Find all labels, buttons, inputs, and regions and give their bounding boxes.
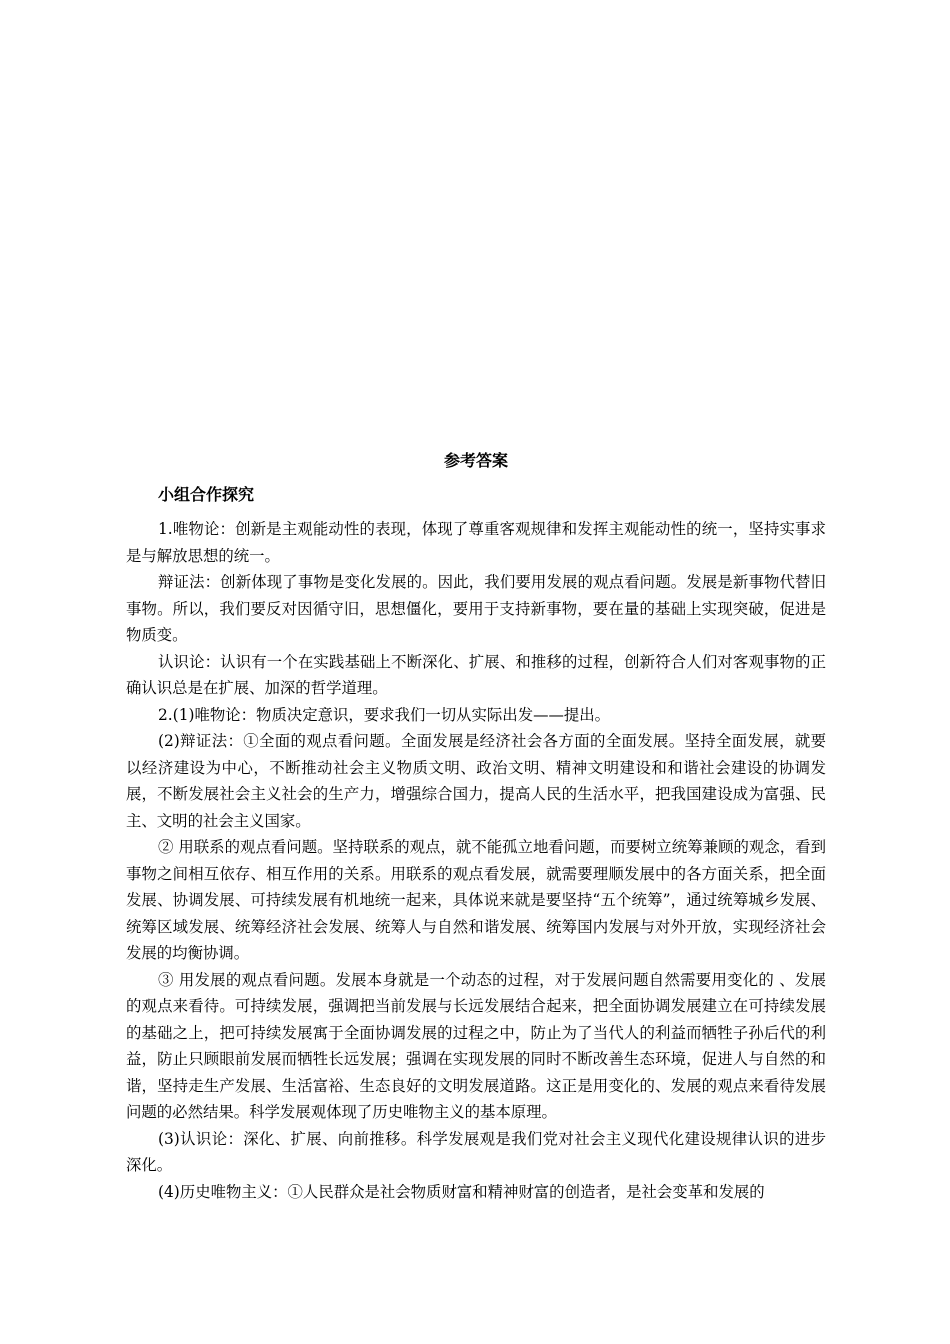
paragraph: 认识论：认识有一个在实践基础上不断深化、扩展、和推移的过程，创新符合人们对客观事物的正确认识总是在扩展、加深的哲学道理。 [126,652,826,697]
paragraph: ③ 用发展的观点看问题。发展本身就是一个动态的过程，对于发展问题自然需要用变化的 、发展的观点来看待。可持续发展，强调把当前发展与长远发展结合起来，把全面协调发展建立在可持续发展的基础之上，把可持续发展寓于全面协调发展的过程之中，防止为了当代人的利益而牺牲子孙后代的利益，防止只顾眼前发展而牺牲长远发展；强调在实现发展的同时不断改善生态环境，促进人与自然的和谐，坚持走生产发展、生活富裕、生态良好的文明发展道路。这正是用变化的、发展的观点来看待发展问题的必然结果。科学发展观体现了历史唯物主义的基本原理。 [126,970,826,1121]
paragraph: ② 用联系的观点看问题。坚持联系的观点，就不能孤立地看问题，而要树立统筹兼顾的观念，看到事物之间相互依存、相互作用的关系。用联系的观点看发展，就需要理顺发展中的各方面关系，把全面发展、协调发展、可持续发展有机地统一起来，具体说来就是要坚持“五个统筹”，通过统筹城乡发展、统筹区域发展、统筹经济社会发展、统筹人与自然和谐发展、统筹国内发展与对外开放，实现经济社会发展的均衡协调。 [126,838,826,962]
document-content [126,446,826,1205]
section-heading: 小组合作探究 [158,485,255,504]
paragraph: 辩证法：创新体现了事物是变化发展的。因此，我们要用发展的观点看问题。发展是新事物代替旧事物。所以，我们要反对因循守旧，思想僵化，要用于支持新事物，要在量的基础上实现突破，促进是物质变。 [126,573,826,644]
paragraph: (4)历史唯物主义：①人民群众是社会物质财富和精神财富的创造者，是社会变革和发展的 [158,1182,765,1201]
paragraph: 2.(1)唯物论：物质决定意识，要求我们一切从实际出发——提出。 [158,705,611,724]
document-title: 参考答案 [443,451,508,470]
paragraph: (2)辩证法：①全面的观点看问题。全面发展是经济社会各方面的全面发展。坚持全面发展，就要以经济建设为中心，不断推动社会主义物质文明、政治文明、精神文明建设和和谐社会建设的协调发展，不断发展社会主义社会的生产力，增强综合国力，提高人民的生活水平，把我国建设成为富强、民主、文明的社会主义国家。 [126,732,826,830]
paragraph: (3)认识论：深化、扩展、向前推移。科学发展观是我们党对社会主义现代化建设规律认识的进步深化。 [126,1129,826,1174]
paragraph: 1.唯物论：创新是主观能动性的表现，体现了尊重客观规律和发挥主观能动性的统一，坚持实事求是与解放思想的统一。 [126,520,826,565]
